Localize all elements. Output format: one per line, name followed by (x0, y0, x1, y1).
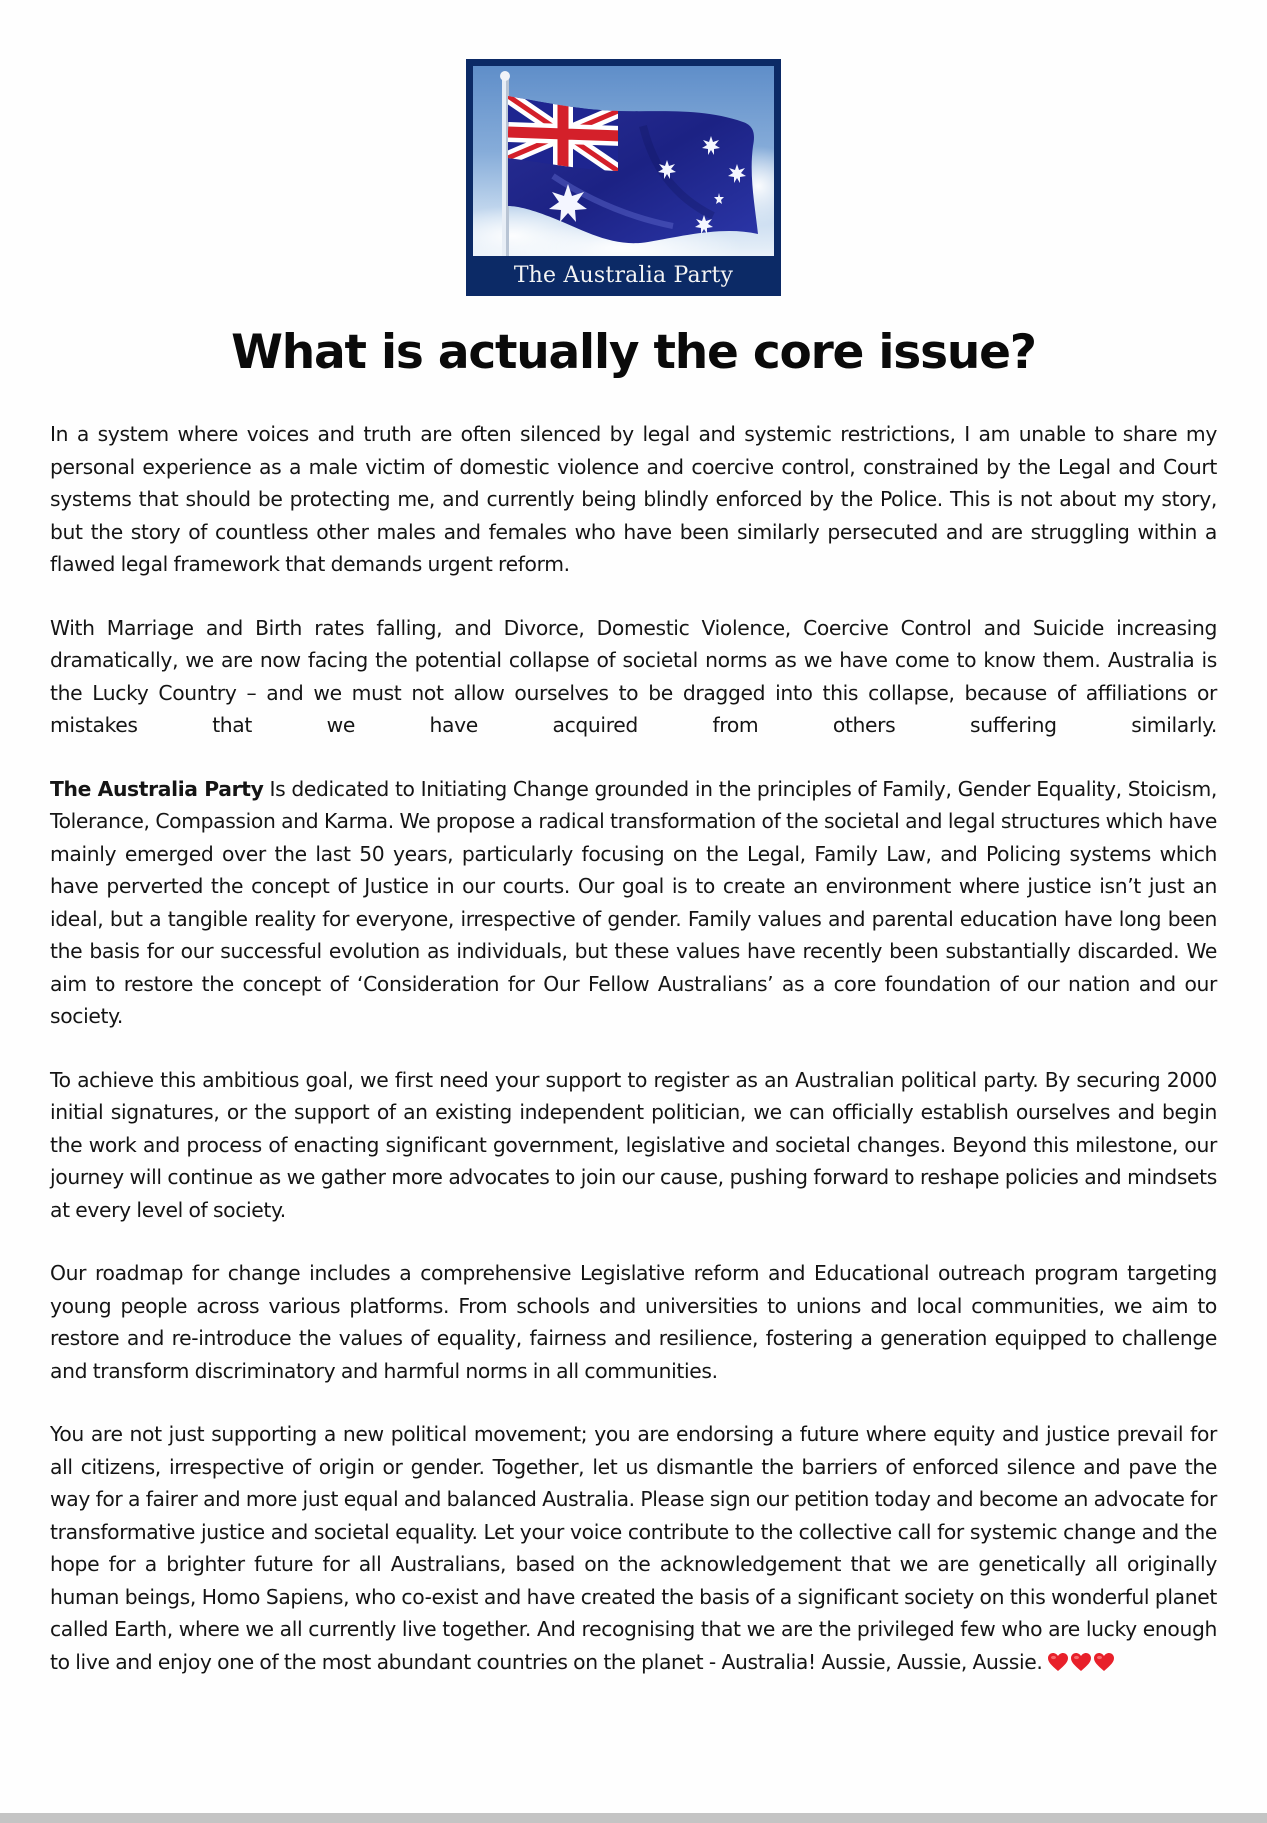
hearts-emoji-group (1047, 1652, 1115, 1672)
heart-icon (1093, 1652, 1115, 1672)
heart-icon (1070, 1652, 1092, 1672)
logo-caption: The Australia Party (513, 263, 734, 288)
heart-icon (1047, 1652, 1069, 1672)
paragraph-party-mission-text: Is dedicated to Initiating Change grounded in the principles of Family, Gender Equality, Stoicism, Tolerance, Compassion and Karma. We propose a radical transformation of the societal and legal structures which have mainly emerged over the last 50 years, particularly focusing on the Legal, Family Law, and Policing systems which have perverted the concept of Justice in our courts. Our goal is to create an environment where justice isn’t just an ideal, but a tangible reality for everyone, irrespective of gender. Family values and parental education have long been the basis for our successful evolution as individuals, but these values have recently been substantially discarded. We aim to restore the concept of ‘Consideration for Our Fellow Australians’ as a core foundation of our nation and our society. (50, 776, 1218, 1028)
paragraph-call-to-action-text: You are not just supporting a new political movement; you are endorsing a future where equity and justice prevail for all citizens, irrespective of origin or gender. Together, let us dismantle the barriers of enforced silence and pave the way for a fairer and more just equal and balanced Australia. Please sign our petition today and become an advocate for transformative justice and societal equality. Let your voice contribute to the collective call for systemic change and the hope for a brighter future for all Australians, based on the acknowledgement that we are genetically all originally human beings, Homo Sapiens, who co-exist and have created the basis of a significant society on this wonderful planet called Earth, where we all currently live together. And recognising that we are the privileged few who are lucky enough to live and enjoy one of the most abundant countries on the planet - Australia! Aussie, Aussie, Aussie. (50, 1422, 1217, 1674)
flag-image (473, 66, 774, 256)
paragraph-roadmap: Our roadmap for change includes a comprehensive Legislative reform and Educational outreach program targeting young people across various platforms. From schools and universities to unions and local communities, we aim to restore and re-introduce the values of equality, fairness and resilience, fostering a generation equipped to challenge and transform discriminatory and harmful norms in all communities. (50, 1261, 1217, 1383)
paragraph-intro: In a system where voices and truth are often silenced by legal and systemic restrictions, I am unable to share my personal experience as a male victim of domestic violence and coercive control, constrained by the Legal and Court systems that should be protecting me, and currently being blindly enforced by the Police. This is not about my story, but the story of countless other males and females who have been similarly persecuted and are struggling within a flawed legal framework that demands urgent reform. (50, 422, 1217, 576)
paragraph-societal-collapse: With Marriage and Birth rates falling, and Divorce, Domestic Violence, Coercive Control and Suicide increasing dramatically, we are now facing the potential collapse of societal norms as we have come to know them. Australia is the Lucky Country – and we must not allow ourselves to be dragged into this collapse, because of affiliations or mistakes that we have acquired from others suffering similarly. (50, 615, 1217, 737)
paragraph-call-to-action (50, 1418, 1217, 1678)
party-name: The Australia Party (50, 776, 264, 801)
page-title: What is actually the core issue? (231, 325, 1036, 380)
party-logo (466, 59, 781, 296)
document-body (50, 418, 1217, 1709)
paragraph-party-mission (50, 773, 1217, 1033)
australian-flag-icon (473, 66, 774, 256)
page-bottom-border (0, 1813, 1267, 1823)
paragraph-registration-goal: To achieve this ambitious goal, we first need your support to register as an Australian political party. By securing 2000 initial signatures, or the support of an existing independent politician, we can officially establish ourselves and begin the work and process of enacting significant government, legislative and societal changes. Beyond this milestone, our journey will continue as we gather more advocates to join our cause, pushing forward to reshape policies and mindsets at every level of society. (50, 1067, 1217, 1222)
